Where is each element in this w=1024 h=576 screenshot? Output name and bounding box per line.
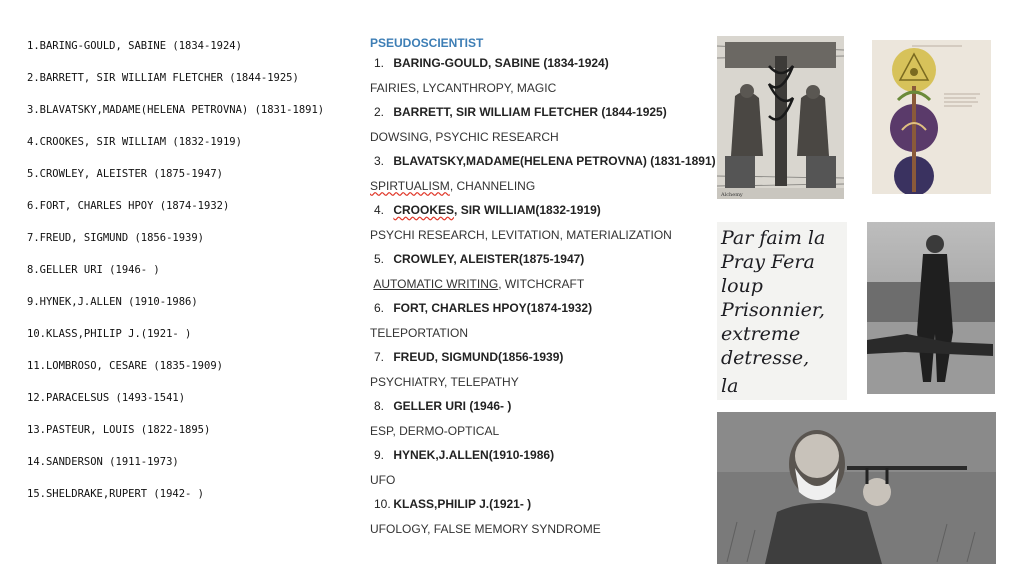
entry-topic: TELEPORTATION <box>370 325 469 340</box>
man-standing-photo <box>867 222 995 394</box>
alchemy-engraving-image <box>717 36 844 199</box>
man-with-slingshot-photo <box>717 412 996 564</box>
underlined-topic: AUTOMATIC WRITING <box>373 276 499 291</box>
handwriting-line: loup <box>721 275 763 297</box>
pseudoscientist-section <box>370 35 715 545</box>
handwriting-line: detresse, <box>721 347 810 369</box>
list-item: 15.SHELDRAKE,RUPERT (1942- ) <box>27 488 205 500</box>
entry-name <box>370 55 715 80</box>
list-item: 9.HYNEK,J.ALLEN (1910-1986) <box>27 296 198 308</box>
entry-topic: DOWSING, PSYCHIC RESEARCH <box>370 129 559 144</box>
entry-number: 10. <box>374 497 391 511</box>
handwritten-note-image <box>717 222 847 400</box>
list-item: 5.CROWLEY, ALEISTER (1875-1947) <box>27 168 223 180</box>
handwriting-line: Prisonnier, <box>721 299 825 321</box>
entry-topic: ESP, DERMO-OPTICAL <box>370 423 500 438</box>
list-item: 2.BARRETT, SIR WILLIAM FLETCHER (1844-1925) <box>27 72 299 84</box>
topic-rest: , CHANNELING <box>449 178 536 193</box>
entry-number: 5. <box>374 252 385 266</box>
entry-topic: FAIRIES, LYCANTHROPY, MAGIC <box>370 80 557 95</box>
entry-name-text: , SIR WILLIAM(1832-1919) <box>454 203 601 217</box>
entry-name <box>370 398 715 423</box>
handwriting-line: Pray Fera <box>721 251 815 273</box>
list-item: 3.BLAVATSKY,MADAME(HELENA PETROVNA) (1831-1891) <box>27 104 325 116</box>
list-item: 7.FREUD, SIGMUND (1856-1939) <box>27 232 205 244</box>
topic-rest: , WITCHCRAFT <box>498 276 585 291</box>
entry-topic <box>370 178 715 203</box>
list-item: 1.BARING-GOULD, SABINE (1834-1924) <box>27 40 242 52</box>
entry-name-text: BARING-GOULD, SABINE (1834-1924) <box>393 56 609 70</box>
entry-name-text: KLASS,PHILIP J.(1921- ) <box>393 497 532 511</box>
left-name-list <box>27 38 357 518</box>
list-item: 6.FORT, CHARLES HPOY (1874-1932) <box>27 200 230 212</box>
entry-topic: UFOLOGY, FALSE MEMORY SYNDROME <box>370 521 601 536</box>
entry-number: 1. <box>374 56 385 70</box>
entry-number: 8. <box>374 399 385 413</box>
entry-topic: PSYCHIATRY, TELEPATHY <box>370 374 519 389</box>
list-item: 13.PASTEUR, LOUIS (1822-1895) <box>27 424 211 436</box>
entry-name-text: GELLER URI (1946- ) <box>393 399 512 413</box>
list-item: 14.SANDERSON (1911-1973) <box>27 456 179 468</box>
misspelled-word: CROOKES <box>393 203 455 217</box>
misspelled-word: SPIRTUALISM <box>370 178 450 193</box>
entry-name-text: HYNEK,J.ALLEN(1910-1986) <box>393 448 555 462</box>
entry-topic <box>370 276 715 301</box>
entry-name <box>370 251 715 276</box>
entry-number: 9. <box>374 448 385 462</box>
entry-name <box>370 349 715 374</box>
list-item: 12.PARACELSUS (1493-1541) <box>27 392 186 404</box>
entry-name <box>370 202 715 227</box>
list-item: 11.LOMBROSO, CESARE (1835-1909) <box>27 360 223 372</box>
list-item: 10.KLASS,PHILIP J.(1921- ) <box>27 328 192 340</box>
mystical-diagram-image <box>872 40 991 194</box>
entry-number: 2. <box>374 105 385 119</box>
entry-name <box>370 300 715 325</box>
handwriting-line: extreme <box>721 323 801 345</box>
entry-name-text: BLAVATSKY,MADAME(HELENA PETROVNA) (1831-1891) <box>393 154 716 168</box>
list-item: 8.GELLER URI (1946- ) <box>27 264 160 276</box>
handwriting-line: la <box>721 375 739 397</box>
entry-name-text: FREUD, SIGMUND(1856-1939) <box>393 350 564 364</box>
section-heading: PSEUDOSCIENTIST <box>370 36 484 50</box>
entry-name <box>370 447 715 472</box>
handwriting-line: Par faim la <box>721 227 826 249</box>
entry-topic: UFO <box>370 472 396 487</box>
entry-name-text: CROWLEY, ALEISTER(1875-1947) <box>393 252 585 266</box>
entry-name-text: BARRETT, SIR WILLIAM FLETCHER (1844-1925) <box>393 105 667 119</box>
entry-name <box>370 104 715 129</box>
list-item: 4.CROOKES, SIR WILLIAM (1832-1919) <box>27 136 242 148</box>
engraving-caption: Alchemy <box>721 192 743 198</box>
entry-name <box>370 153 715 178</box>
entry-number: 3. <box>374 154 385 168</box>
entry-name <box>370 496 715 521</box>
entry-number: 6. <box>374 301 385 315</box>
entry-number: 4. <box>374 203 385 217</box>
entry-name-text: FORT, CHARLES HPOY(1874-1932) <box>393 301 593 315</box>
entry-number: 7. <box>374 350 385 364</box>
entry-topic: PSYCHI RESEARCH, LEVITATION, MATERIALIZATION <box>370 227 672 242</box>
